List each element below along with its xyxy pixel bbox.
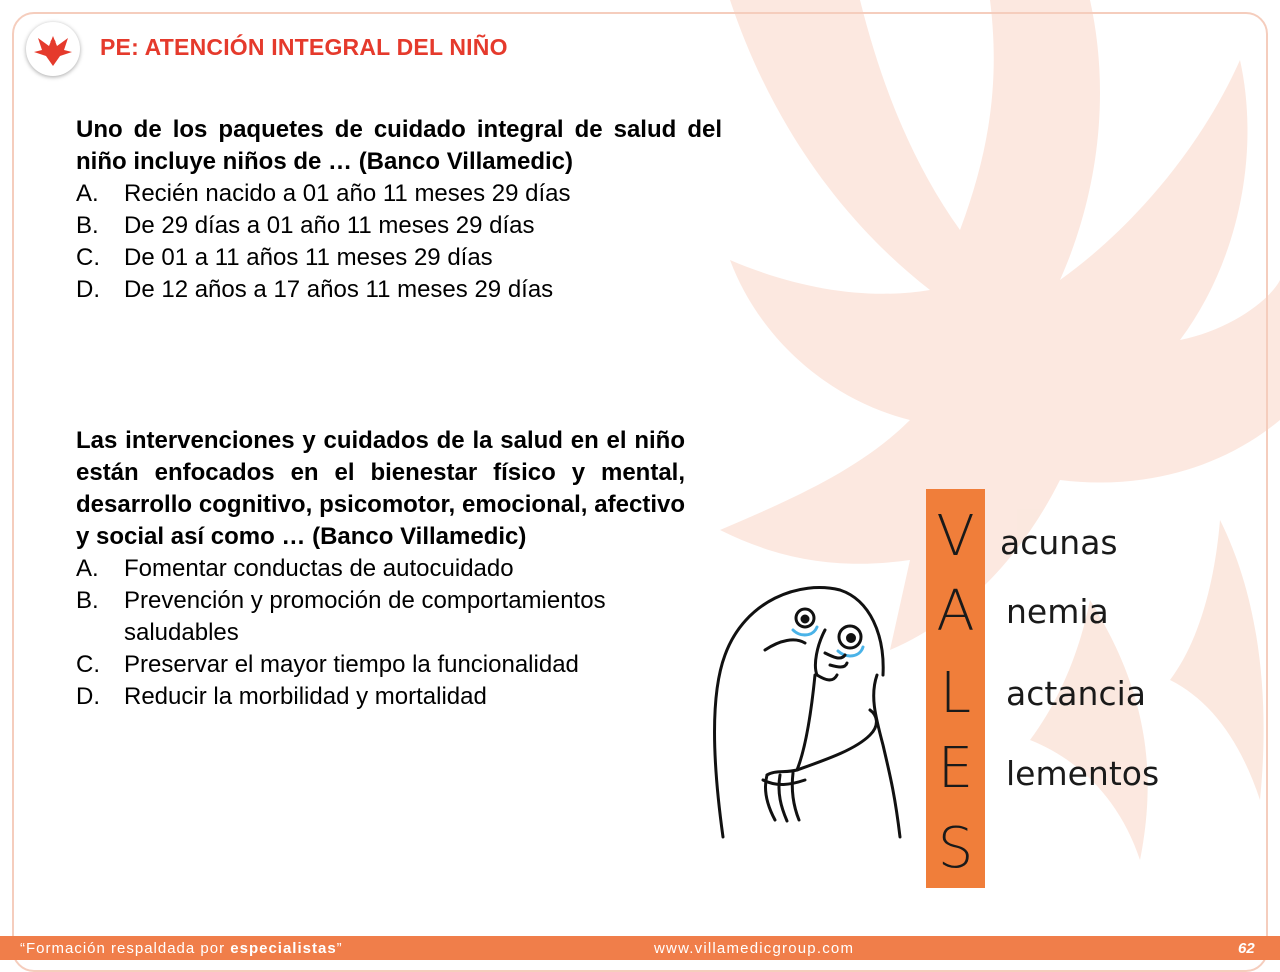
mnemonic-word-vacunas: acunas [1000, 523, 1118, 562]
villamedic-logo [26, 22, 80, 76]
mnemonic-letter-e: E [937, 736, 974, 801]
vales-mnemonic-box [926, 489, 985, 888]
question-1-option-a: A. Recién nacido a 01 año 11 meses 29 días [76, 180, 571, 207]
mnemonic-word-elementos: lementos [1006, 754, 1160, 793]
question-2-option-b: B. Prevención y promoción de comportamientos saludables [76, 587, 606, 646]
page-title: PE: ATENCIÓN INTEGRAL DEL NIÑO [100, 34, 508, 60]
question-1-option-c: C. De 01 a 11 años 11 meses 29 días [76, 244, 493, 271]
question-1-option-b: B. De 29 días a 01 año 11 meses 29 días [76, 212, 535, 239]
footer-bar [0, 936, 1280, 960]
mnemonic-word-lactancia: actancia [1006, 674, 1146, 713]
mnemonic-letter-s: S [937, 816, 974, 881]
question-2-option-c: C. Preservar el mayor tiempo la funcionalidad [76, 651, 579, 678]
mnemonic-letter-v: V [936, 504, 975, 569]
phoenix-logo-icon [26, 22, 80, 76]
question-2-option-a: A. Fomentar conductas de autocuidado [76, 555, 514, 582]
footer-website-link[interactable]: www.villamedicgroup.com [654, 940, 855, 957]
page-number: 62 [1238, 940, 1255, 957]
question-2-stem: Las intervenciones y cuidados de la salud en el niño están enfocados en el bienestar físico y mental, desarrollo cognitivo, psicomotor, emocional, afectivo y social así como … (Banco Villamedic) [76, 427, 685, 550]
mnemonic-word-anemia: nemia [1006, 592, 1109, 631]
mnemonic-letter-l: L [939, 661, 972, 726]
question-1 [76, 114, 722, 306]
mnemonic-letter-a: A [936, 579, 975, 644]
question-2-option-d: D. Reducir la morbilidad y mortalidad [76, 683, 487, 710]
question-1-stem: Uno de los paquetes de cuidado integral de salud del niño incluye niños de … (Banco Villamedic) [76, 116, 722, 175]
question-1-option-d: D. De 12 años a 17 años 11 meses 29 días [76, 276, 554, 303]
thinking-meme-illustration [705, 575, 925, 840]
question-2 [76, 425, 685, 713]
footer-tagline: “Formación respaldada por especialistas” [20, 940, 343, 957]
